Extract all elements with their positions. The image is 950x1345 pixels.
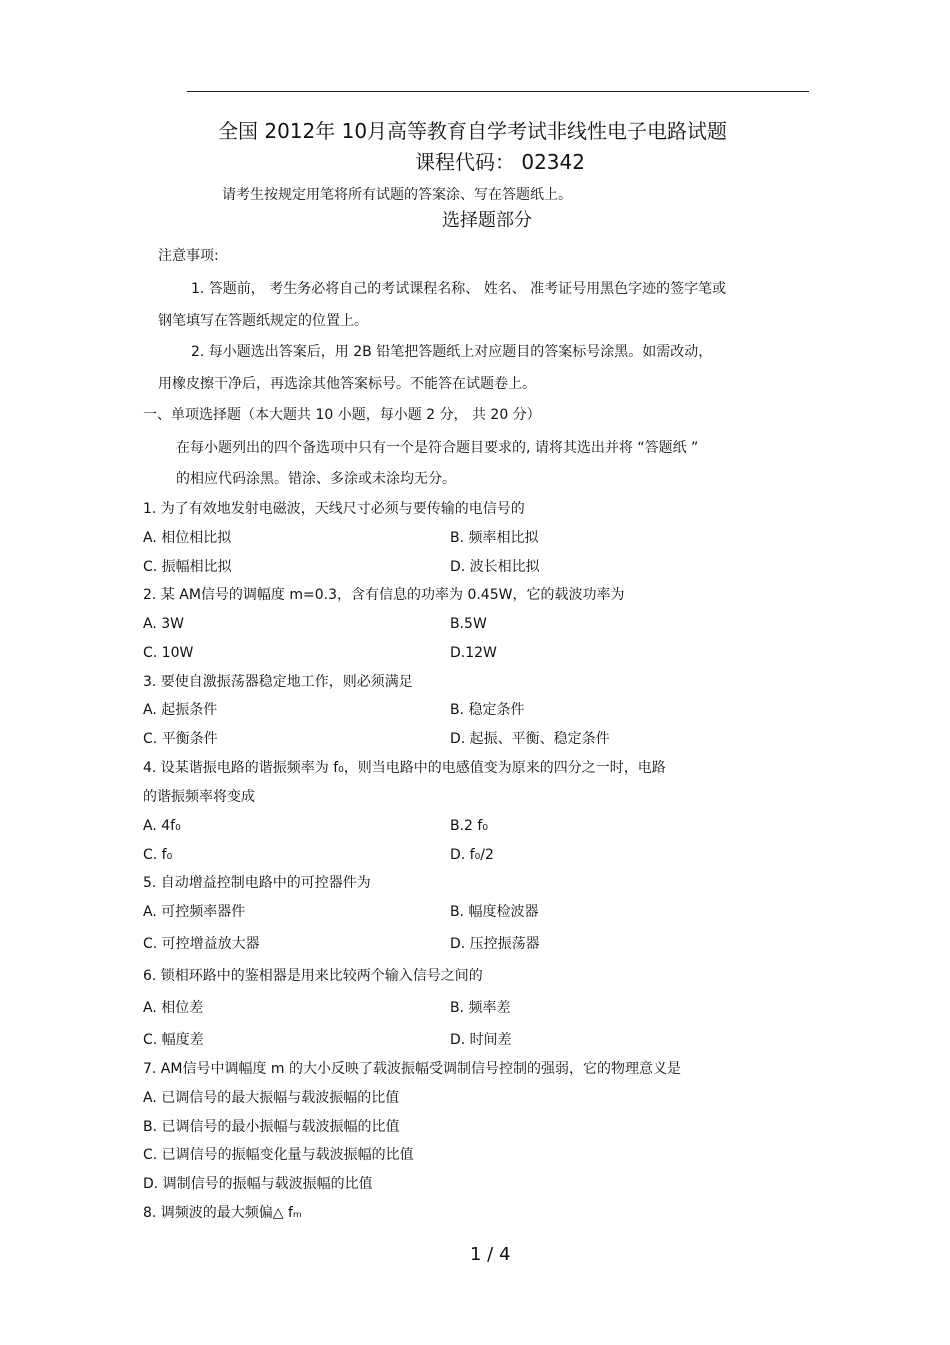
question-1-option-c: C. 振幅相比拟	[143, 559, 232, 575]
note-2-line-2: 用橡皮擦干净后，再选涂其他答案标号。不能答在试题卷上。	[158, 376, 536, 392]
question-4-option-b: B.2 f₀	[450, 818, 488, 834]
note-1-line-2: 钢笔填写在答题纸规定的位置上。	[158, 313, 368, 329]
question-4-option-a: A. 4f₀	[143, 818, 181, 834]
question-7-stem: 7. AM信号中调幅度 m 的大小反映了载波振幅受调制信号控制的强弱，它的物理意义是	[143, 1061, 681, 1077]
question-3-option-d: D. 起振、平衡、稳定条件	[450, 731, 610, 747]
question-4-stem-line-1: 4. 设某谐振电路的谐振频率为 f₀，则当电路中的电感值变为原来的四分之一时，电路	[143, 760, 666, 776]
question-7-option-a: A. 已调信号的最大振幅与载波振幅的比值	[143, 1090, 400, 1106]
exam-title: 全国 2012年 10月高等教育自学考试非线性电子电路试题	[218, 119, 728, 143]
part-instruction-line-1: 在每小题列出的四个备选项中只有一个是符合题目要求的, 请将其选出并将 “答题纸 ”	[176, 440, 699, 456]
part-instruction-line-2: 的相应代码涂黑。错涂、多涂或未涂均无分。	[176, 471, 456, 487]
question-2-stem: 2. 某 AM信号的调幅度 m=0.3，含有信息的功率为 0.45W，它的载波功率为	[143, 587, 625, 603]
question-6-option-a: A. 相位差	[143, 1000, 204, 1016]
question-3-option-b: B. 稳定条件	[450, 702, 525, 718]
question-5-option-b: B. 幅度检波器	[450, 904, 539, 920]
course-code: 课程代码： 02342	[415, 150, 585, 174]
page-number: 1 / 4	[470, 1244, 511, 1265]
question-4-option-c: C. f₀	[143, 847, 173, 863]
question-2-option-c: C. 10W	[143, 645, 194, 661]
answer-instruction: 请考生按规定用笔将所有试题的答案涂、写在答题纸上。	[222, 187, 572, 203]
part-heading: 一、单项选择题（本大题共 10 小题，每小题 2 分， 共 20 分）	[143, 407, 541, 423]
note-1-line-1: 1. 答题前， 考生务必将自己的考试课程名称、 姓名、 准考证号用黑色字迹的签字笔或	[191, 281, 727, 297]
question-1-option-a: A. 相位相比拟	[143, 530, 232, 546]
question-1-stem: 1. 为了有效地发射电磁波，天线尺寸必须与要传输的电信号的	[143, 501, 525, 517]
question-6-option-c: C. 幅度差	[143, 1032, 204, 1048]
question-3-stem: 3. 要使自激振荡器稳定地工作，则必须满足	[143, 674, 413, 690]
question-4-stem-line-2: 的谐振频率将变成	[143, 789, 255, 805]
question-3-option-c: C. 平衡条件	[143, 731, 218, 747]
question-5-option-a: A. 可控频率器件	[143, 904, 246, 920]
question-8-stem: 8. 调频波的最大频偏△ fₘ	[143, 1205, 302, 1221]
question-6-option-b: B. 频率差	[450, 1000, 511, 1016]
question-7-option-b: B. 已调信号的最小振幅与载波振幅的比值	[143, 1119, 400, 1135]
question-2-option-a: A. 3W	[143, 616, 184, 632]
question-5-option-c: C. 可控增益放大器	[143, 936, 260, 952]
question-4-option-d: D. f₀/2	[450, 847, 494, 863]
question-1-option-d: D. 波长相比拟	[450, 559, 540, 575]
question-5-option-d: D. 压控振荡器	[450, 936, 540, 952]
question-6-option-d: D. 时间差	[450, 1032, 512, 1048]
section-title: 选择题部分	[442, 210, 532, 231]
header-rule	[187, 91, 809, 92]
question-7-option-d: D. 调制信号的振幅与载波振幅的比值	[143, 1176, 373, 1192]
question-7-option-c: C. 已调信号的振幅变化量与载波振幅的比值	[143, 1147, 414, 1163]
question-6-stem: 6. 锁相环路中的鉴相器是用来比较两个输入信号之间的	[143, 968, 483, 984]
question-5-stem: 5. 自动增益控制电路中的可控器件为	[143, 875, 371, 891]
question-1-option-b: B. 频率相比拟	[450, 530, 539, 546]
notes-heading: 注意事项:	[158, 248, 219, 264]
question-3-option-a: A. 起振条件	[143, 702, 218, 718]
question-2-option-b: B.5W	[450, 616, 487, 632]
question-2-option-d: D.12W	[450, 645, 497, 661]
note-2-line-1: 2. 每小题选出答案后，用 2B 铅笔把答题纸上对应题目的答案标号涂黑。如需改动，	[191, 344, 713, 360]
